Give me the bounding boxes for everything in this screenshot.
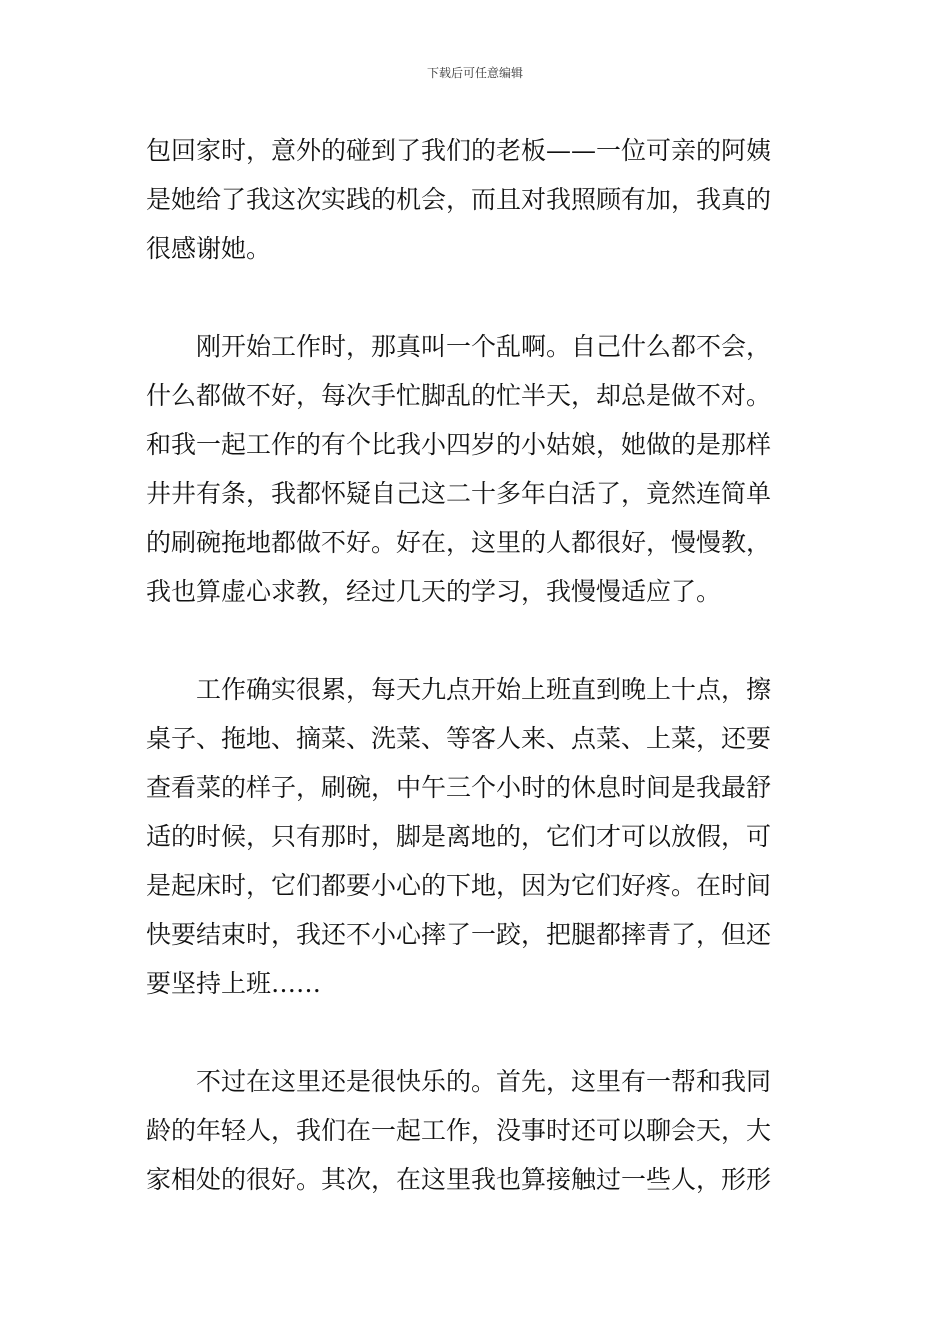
text-line: 是起床时，它们都要小心的下地，因为它们好疼。在时间 bbox=[146, 871, 772, 900]
paragraph-3 bbox=[146, 665, 808, 1008]
text-line: 要坚持上班…… bbox=[146, 969, 322, 998]
paragraph-gap bbox=[146, 616, 808, 665]
paragraph-4 bbox=[146, 1057, 808, 1204]
paragraph-gap bbox=[146, 1008, 808, 1057]
text-line: 的刷碗拖地都做不好。好在，这里的人都很好，慢慢教， bbox=[146, 528, 772, 557]
text-line: 很感谢她。 bbox=[146, 234, 272, 263]
text-line: 适的时候，只有那时，脚是离地的，它们才可以放假，可 bbox=[146, 822, 772, 851]
text-line: 桌子、拖地、摘菜、洗菜、等客人来、点菜、上菜，还要 bbox=[146, 724, 772, 753]
paragraph-1 bbox=[146, 126, 808, 273]
text-line: 井井有条，我都怀疑自己这二十多年白活了，竟然连简单 bbox=[146, 479, 772, 508]
paragraph-gap bbox=[146, 273, 808, 322]
document-body bbox=[146, 126, 808, 1204]
text-line: 快要结束时，我还不小心摔了一跤，把腿都摔青了，但还 bbox=[146, 920, 772, 949]
text-line: 不过在这里还是很快乐的。首先，这里有一帮和我同 bbox=[146, 1067, 772, 1096]
text-line: 龄的年轻人，我们在一起工作，没事时还可以聊会天，大 bbox=[146, 1116, 772, 1145]
text-line: 刚开始工作时，那真叫一个乱啊。自己什么都不会， bbox=[146, 332, 772, 361]
text-line: 家相处的很好。其次，在这里我也算接触过一些人，形形 bbox=[146, 1165, 772, 1194]
text-line: 和我一起工作的有个比我小四岁的小姑娘，她做的是那样 bbox=[146, 430, 772, 459]
paragraph-2 bbox=[146, 322, 808, 616]
text-line: 什么都做不好，每次手忙脚乱的忙半天，却总是做不对。 bbox=[146, 381, 772, 410]
text-line: 是她给了我这次实践的机会，而且对我照顾有加，我真的 bbox=[146, 185, 772, 214]
text-line: 我也算虚心求教，经过几天的学习，我慢慢适应了。 bbox=[146, 577, 722, 606]
text-line: 包回家时，意外的碰到了我们的老板——一位可亲的阿姨 bbox=[146, 136, 772, 165]
text-line: 工作确实很累，每天九点开始上班直到晚上十点，擦 bbox=[146, 675, 772, 704]
text-line: 查看菜的样子，刷碗，中午三个小时的休息时间是我最舒 bbox=[146, 773, 772, 802]
page-header: 下载后可任意编辑 bbox=[426, 66, 523, 80]
